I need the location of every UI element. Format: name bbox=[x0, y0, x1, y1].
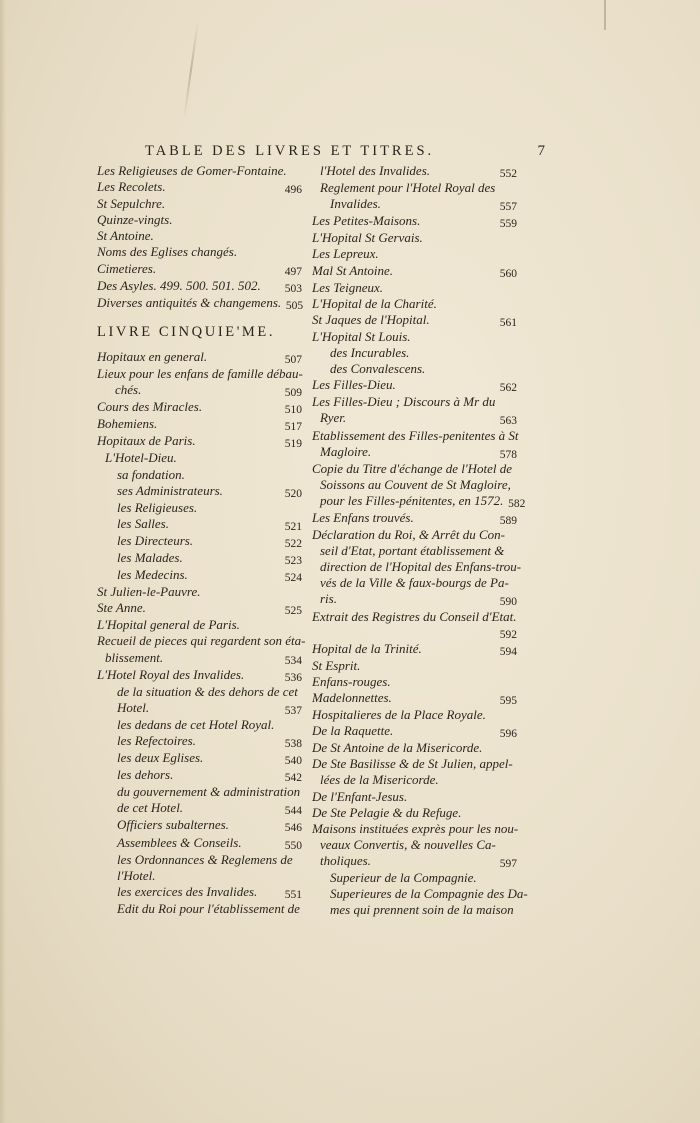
toc-entry bbox=[312, 641, 517, 658]
toc-entry bbox=[97, 617, 302, 633]
toc-entry bbox=[312, 789, 517, 805]
toc-entry bbox=[312, 444, 517, 461]
toc-entry bbox=[312, 740, 517, 756]
toc-entry bbox=[97, 261, 302, 278]
toc-entry-page: 503 bbox=[284, 282, 302, 295]
toc-entry-title: Les Recolets. bbox=[97, 179, 166, 195]
toc-entry-page: 523 bbox=[284, 554, 302, 567]
toc-entry bbox=[97, 467, 302, 483]
toc-entry bbox=[312, 394, 517, 410]
toc-entry bbox=[97, 278, 302, 295]
toc-entry bbox=[312, 559, 522, 575]
toc-entry-title: Hopitaux en general. bbox=[97, 348, 208, 364]
toc-entry-title: Ste Anne. bbox=[97, 600, 146, 616]
toc-entry-title: sa fondation. bbox=[117, 466, 185, 482]
toc-entry bbox=[97, 433, 302, 450]
toc-entry bbox=[97, 382, 302, 399]
toc-entry bbox=[97, 733, 302, 750]
toc-entry-page: 542 bbox=[284, 772, 302, 785]
toc-entry-title: L'Hotel Royal des Invalides. bbox=[97, 666, 245, 682]
toc-entry-title: Maisons instituées exprès pour les nou- bbox=[312, 820, 519, 836]
toc-entry-title: pour les Filles-pénitentes, en 1572. bbox=[320, 492, 504, 508]
toc-entry-title: St Sepulchre. bbox=[97, 196, 166, 212]
toc-entry bbox=[97, 450, 302, 466]
toc-entry-title: Les Lepreux. bbox=[312, 246, 379, 262]
toc-entry bbox=[97, 516, 302, 533]
toc-entry-page: 557 bbox=[499, 201, 517, 214]
toc-entry bbox=[97, 800, 302, 817]
right-column bbox=[312, 163, 528, 918]
toc-entry-page: 597 bbox=[499, 857, 517, 870]
toc-entry-title: Les Filles-Dieu ; Discours à Mr du bbox=[312, 394, 496, 410]
toc-entry-page: 589 bbox=[499, 514, 517, 527]
toc-entry-title: les Ordonnances & Reglemens de bbox=[117, 851, 293, 867]
page-edge-shadow bbox=[0, 0, 6, 1123]
toc-entry-title: les Refectoires. bbox=[117, 733, 196, 748]
toc-entry-title: Madelonnettes. bbox=[312, 690, 392, 705]
toc-entry-page: 596 bbox=[499, 728, 517, 741]
toc-entry bbox=[312, 756, 517, 772]
toc-entry bbox=[312, 723, 517, 740]
toc-entry bbox=[312, 853, 517, 870]
toc-entry-title: Diverses antiquités & changemens. bbox=[97, 294, 282, 310]
toc-entry-title: chés. bbox=[115, 382, 142, 398]
toc-entry bbox=[97, 901, 302, 917]
toc-entry-title: de la situation & des dehors de cet bbox=[117, 683, 298, 699]
toc-entry bbox=[97, 584, 302, 600]
toc-entry bbox=[97, 784, 302, 800]
toc-entry bbox=[97, 884, 302, 901]
toc-entry-title: direction de l'Hopital des Enfans-trou- bbox=[320, 559, 522, 575]
toc-entry-page: 510 bbox=[284, 404, 302, 417]
toc-entry-title: Extrait des Registres du Conseil d'Etat. bbox=[312, 608, 517, 624]
toc-entry bbox=[97, 852, 302, 868]
toc-entry bbox=[97, 817, 302, 834]
toc-entry-title: Les Enfans trouvés. bbox=[312, 509, 414, 525]
toc-entry-title: tholiques. bbox=[320, 852, 371, 868]
toc-entry-title: Bohemiens. bbox=[97, 416, 158, 432]
toc-entry-page: 546 bbox=[284, 822, 302, 835]
left-column bbox=[97, 163, 306, 917]
toc-entry-title: De Ste Pelagie & du Refuge. bbox=[312, 804, 462, 820]
toc-entry bbox=[312, 510, 517, 527]
toc-entry bbox=[97, 399, 302, 416]
toc-entry-page: 505 bbox=[285, 299, 304, 312]
toc-entry-title: L'Hopital St Gervais. bbox=[312, 230, 423, 246]
toc-entry-title: Noms des Eglises changés. bbox=[97, 244, 238, 260]
toc-entry bbox=[312, 821, 517, 837]
toc-entry bbox=[97, 244, 302, 260]
toc-entry bbox=[312, 263, 517, 280]
toc-entry-page: 552 bbox=[499, 168, 517, 180]
toc-entry bbox=[312, 213, 517, 230]
toc-entry-title: les dehors. bbox=[117, 767, 174, 783]
toc-entry-title: Les Religieuses de Gomer-Fontaine. bbox=[97, 163, 287, 178]
toc-entry-title: les dedans de cet Hotel Royal. bbox=[117, 716, 275, 732]
toc-entry-page: 507 bbox=[284, 353, 302, 366]
toc-entry bbox=[97, 179, 302, 196]
toc-entry-title: les Salles. bbox=[117, 515, 169, 531]
toc-entry-page: 497 bbox=[284, 265, 302, 278]
toc-entry-title: Recueil de pieces qui regardent son éta- bbox=[97, 633, 306, 649]
toc-entry-page: 563 bbox=[499, 415, 517, 428]
toc-entry bbox=[312, 772, 517, 788]
toc-entry-title: Magloire. bbox=[320, 443, 372, 459]
toc-entry bbox=[97, 163, 302, 179]
toc-entry-title: St Julien-le-Pauvre. bbox=[97, 584, 201, 600]
toc-entry-page: 534 bbox=[284, 654, 302, 667]
toc-entry-page: 551 bbox=[284, 888, 302, 901]
toc-entry-title: Soissons au Couvent de St Magloire, bbox=[320, 476, 511, 492]
toc-entry-title: l'Hotel. bbox=[117, 867, 156, 883]
toc-entry bbox=[312, 428, 517, 444]
toc-entry-page: 562 bbox=[499, 382, 517, 395]
toc-entry-title: Enfans-rouges. bbox=[312, 673, 391, 689]
toc-entry-title: de cet Hotel. bbox=[117, 800, 184, 816]
toc-entry-title: veaux Convertis, & nouvelles Ca- bbox=[320, 836, 496, 852]
toc-entry-title: l'Hotel des Invalides. bbox=[320, 163, 431, 178]
toc-entry-title: St Jaques de l'Hopital. bbox=[312, 311, 430, 327]
toc-entry-title: De Ste Basilisse & de St Julien, appel- bbox=[312, 756, 513, 772]
toc-entry-title: Hopital de la Trinité. bbox=[312, 640, 422, 656]
toc-entry bbox=[97, 196, 302, 212]
toc-entry-page: 544 bbox=[284, 805, 302, 818]
toc-entry-title: Déclaration du Roi, & Arrêt du Con- bbox=[312, 527, 505, 543]
toc-entry-title: Edit du Roi pour l'établissement de bbox=[117, 900, 300, 916]
toc-entry bbox=[312, 674, 517, 690]
toc-entry bbox=[312, 886, 528, 902]
toc-entry-page: 522 bbox=[284, 537, 302, 550]
toc-entry-title: les deux Eglises. bbox=[117, 750, 204, 766]
toc-entry-page: 519 bbox=[284, 438, 302, 451]
paper-edge-mark bbox=[604, 0, 606, 30]
toc-entry bbox=[312, 196, 517, 213]
toc-entry-page: 521 bbox=[284, 520, 302, 533]
toc-entry bbox=[312, 492, 526, 510]
toc-entry-title: Cimetieres. bbox=[97, 260, 157, 276]
toc-entry bbox=[312, 312, 517, 329]
toc-entry-title: Lieux pour les enfans de famille débau- bbox=[97, 365, 303, 381]
toc-entry bbox=[312, 477, 517, 493]
toc-entry-title: De la Raquette. bbox=[312, 723, 394, 739]
toc-entry bbox=[312, 163, 517, 180]
toc-entry bbox=[97, 500, 302, 516]
toc-entry-page: 538 bbox=[284, 738, 302, 750]
toc-entry-page: 524 bbox=[284, 572, 302, 585]
toc-entry-title: mes qui prennent soin de la maison bbox=[330, 902, 514, 918]
toc-entry-page: 582 bbox=[508, 497, 526, 510]
toc-entry-title: L'Hopital general de Paris. bbox=[97, 617, 240, 633]
toc-entry bbox=[312, 246, 517, 262]
toc-entry bbox=[312, 461, 517, 477]
toc-entry-title: Hospitalieres de la Place Royale. bbox=[312, 707, 486, 723]
toc-entry bbox=[312, 658, 517, 674]
toc-entry-title: Superieures de la Compagnie des Da- bbox=[330, 886, 528, 902]
toc-entry-title: St Antoine. bbox=[97, 228, 154, 244]
toc-entry-page: 509 bbox=[284, 387, 302, 400]
toc-entry bbox=[312, 805, 517, 821]
toc-entry-title: lées de la Misericorde. bbox=[320, 772, 439, 788]
toc-entry bbox=[312, 280, 517, 296]
left-entry-list bbox=[97, 163, 302, 312]
toc-entry-page: 561 bbox=[499, 316, 517, 329]
toc-entry bbox=[312, 361, 517, 377]
toc-entry-page: 595 bbox=[499, 695, 517, 707]
toc-entry-page: 496 bbox=[284, 184, 302, 197]
toc-entry bbox=[97, 767, 302, 784]
toc-entry bbox=[312, 625, 517, 641]
toc-entry-page: 590 bbox=[499, 596, 517, 609]
toc-entry-title: blissement. bbox=[105, 649, 164, 665]
toc-entry-title: Etablissement des Filles-penitentes à St bbox=[312, 427, 519, 443]
toc-entry-title: Cours des Miracles. bbox=[97, 399, 203, 415]
toc-entry bbox=[312, 609, 517, 625]
toc-entry-title: L'Hopital de la Charité. bbox=[312, 295, 437, 311]
toc-entry bbox=[97, 650, 302, 667]
toc-entry-title: Superieur de la Compagnie. bbox=[330, 870, 477, 886]
toc-entry-title: ses Administrateurs. bbox=[117, 482, 223, 498]
toc-entry-page: 592 bbox=[499, 628, 517, 641]
toc-entry-title: Quinze-vingts. bbox=[97, 212, 173, 228]
toc-entry-title: les Directeurs. bbox=[117, 532, 194, 548]
toc-entry-title: les Medecins. bbox=[117, 567, 188, 583]
toc-entry-title: des Convalescens. bbox=[330, 361, 426, 377]
toc-entry bbox=[97, 868, 302, 884]
toc-entry bbox=[312, 837, 517, 853]
toc-entry-title: Invalides. bbox=[330, 196, 381, 212]
toc-entry-title: De l'Enfant-Jesus. bbox=[312, 788, 408, 804]
running-header bbox=[145, 143, 545, 160]
left-entry-list-2 bbox=[97, 348, 306, 917]
livre-heading: LIVRE CINQUIE'ME. bbox=[97, 323, 276, 340]
toc-entry-page: 594 bbox=[499, 645, 517, 658]
toc-entry-title: Assemblees & Conseils. bbox=[117, 834, 242, 850]
toc-entry bbox=[97, 366, 302, 382]
toc-entry bbox=[312, 410, 517, 427]
header-title: TABLE DES LIVRES ET TITRES. bbox=[145, 143, 435, 159]
toc-entry bbox=[97, 667, 302, 684]
toc-entry bbox=[312, 527, 517, 543]
toc-entry bbox=[97, 349, 302, 366]
toc-entry bbox=[97, 717, 302, 733]
toc-entry bbox=[312, 296, 517, 312]
toc-entry-title: Reglement pour l'Hotel Royal des bbox=[320, 180, 496, 196]
toc-entry bbox=[312, 707, 517, 723]
toc-entry-title: Hopitaux de Paris. bbox=[97, 433, 196, 449]
toc-entry-title: Ryer. bbox=[320, 410, 347, 426]
toc-entry-title: St Esprit. bbox=[312, 657, 361, 673]
toc-entry-title: les Religieuses. bbox=[117, 499, 198, 515]
toc-entry bbox=[97, 533, 302, 550]
toc-entry-title: Des Asyles. 499. 500. 501. 502. bbox=[97, 277, 261, 293]
toc-entry bbox=[312, 690, 517, 707]
toc-entry bbox=[97, 633, 306, 649]
toc-entry bbox=[97, 550, 302, 567]
toc-entry bbox=[312, 902, 517, 918]
toc-entry bbox=[97, 416, 302, 433]
toc-entry bbox=[312, 345, 517, 361]
toc-entry-page: 550 bbox=[284, 839, 302, 852]
toc-entry-title: des Incurables. bbox=[330, 345, 410, 361]
toc-entry-title: seil d'Etat, portant établissement & bbox=[320, 543, 505, 559]
toc-entry-title: L'Hotel-Dieu. bbox=[105, 450, 177, 466]
right-entry-list bbox=[312, 163, 528, 918]
toc-entry bbox=[97, 567, 302, 584]
toc-entry bbox=[312, 180, 517, 196]
toc-entry bbox=[97, 483, 302, 500]
toc-entry bbox=[97, 212, 302, 228]
toc-entry bbox=[312, 230, 517, 246]
toc-entry-page: 578 bbox=[499, 448, 517, 461]
toc-entry-title: L'Hopital St Louis. bbox=[312, 328, 411, 344]
section-gap bbox=[97, 312, 302, 321]
toc-entry-title: ris. bbox=[320, 591, 337, 607]
toc-entry bbox=[97, 600, 302, 617]
toc-entry-title: De St Antoine de la Misericorde. bbox=[312, 740, 483, 756]
toc-entry-page: 520 bbox=[284, 487, 302, 500]
toc-entry-page: 525 bbox=[284, 605, 302, 618]
toc-entry-page: 560 bbox=[499, 267, 517, 280]
toc-entry bbox=[312, 870, 517, 886]
paper-crease-mark bbox=[183, 20, 199, 119]
toc-entry bbox=[97, 700, 302, 717]
toc-entry-title: Les Filles-Dieu. bbox=[312, 377, 396, 393]
toc-entry-title: Mal St Antoine. bbox=[312, 262, 394, 278]
toc-entry-title: Copie du Titre d'échange de l'Hotel de bbox=[312, 460, 513, 476]
toc-entry bbox=[312, 377, 517, 394]
toc-entry-page: 540 bbox=[284, 755, 302, 768]
toc-entry-page: 517 bbox=[284, 421, 302, 434]
toc-entry bbox=[312, 591, 517, 608]
toc-entry-title: les Malades. bbox=[117, 549, 183, 565]
toc-entry bbox=[97, 295, 302, 312]
toc-entry-page: 536 bbox=[284, 671, 302, 684]
toc-entry-title: Hotel. bbox=[117, 699, 150, 715]
toc-entry-title: Les Teigneux. bbox=[312, 279, 384, 295]
toc-entry-title: Officiers subalternes. bbox=[117, 817, 229, 833]
toc-entry bbox=[312, 575, 517, 591]
toc-entry-page: 537 bbox=[284, 704, 302, 717]
toc-entry bbox=[312, 543, 517, 559]
toc-entry bbox=[97, 835, 302, 852]
toc-entry bbox=[97, 684, 302, 700]
page-number: 7 bbox=[537, 143, 545, 159]
toc-entry bbox=[97, 228, 302, 244]
toc-entry-title: Les Petites-Maisons. bbox=[312, 213, 421, 229]
toc-entry-title: vés de la Ville & faux-bourgs de Pa- bbox=[320, 575, 509, 591]
toc-entry-page: 559 bbox=[499, 218, 517, 231]
toc-entry bbox=[97, 750, 302, 767]
toc-entry bbox=[312, 329, 517, 345]
toc-entry-title: du gouvernement & administration bbox=[117, 784, 301, 800]
toc-entry-title: les exercices des Invalides. bbox=[117, 883, 258, 899]
